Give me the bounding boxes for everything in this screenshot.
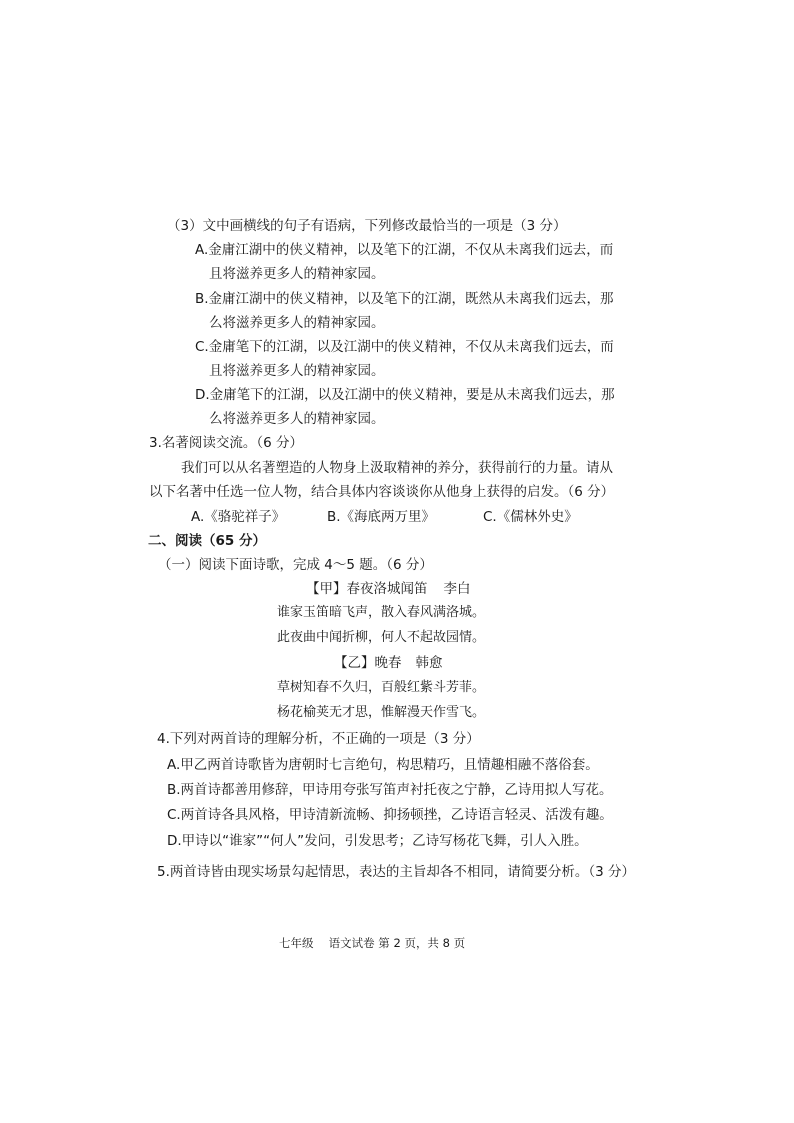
- q5-stem: 5.两首诗皆由现实场景勾起情思，表达的主旨却各不相同，请简要分析。（3 分）: [157, 864, 636, 880]
- q3-option-d-line2: 么将滋养更多人的精神家园。: [209, 411, 385, 427]
- poem-b-title-text: 【乙】晚春: [334, 655, 402, 671]
- poem-b-title: [334, 654, 443, 672]
- q3-option-c-line1: C.金庸笔下的江湖，以及江湖中的侠义精神，不仅从未离我们远去，而: [195, 339, 614, 355]
- q4-option-b: B.两首诗都善用修辞，甲诗用夸张写笛声衬托夜之宁静，乙诗用拟人写花。: [167, 782, 613, 798]
- book-option-c: C.《儒林外史》: [483, 509, 578, 525]
- q3-option-c-line2: 且将滋养更多人的精神家园。: [209, 363, 385, 379]
- book-option-a: A.《骆驼祥子》: [191, 509, 286, 525]
- q3-option-a-line2: 且将滋养更多人的精神家园。: [209, 266, 385, 282]
- poem-b-line2: 杨花榆荚无才思，惟解漫天作雪飞。: [277, 705, 486, 720]
- q3-stem: （3）文中画横线的句子有语病，下列修改最恰当的一项是（3 分）: [167, 218, 567, 234]
- q4-stem: 4.下列对两首诗的理解分析，不正确的一项是（3 分）: [157, 731, 480, 747]
- poem-a-title: [306, 580, 471, 598]
- q4-option-a: A.甲乙两首诗歌皆为唐朝时七言绝句，构思精巧，且情趣相融不落俗套。: [167, 757, 599, 773]
- q3-option-a-line1: A.金庸江湖中的侠义精神，以及笔下的江湖，不仅从未离我们远去，而: [195, 242, 614, 258]
- mingzhu-para-line2: 以下名著中任选一位人物，结合具体内容谈谈你从他身上获得的启发。（6 分）: [149, 484, 615, 500]
- section2-part1-intro: （一）阅读下面诗歌，完成 4～5 题。（6 分）: [158, 557, 433, 573]
- section2-title: 二、阅读（65 分）: [148, 533, 266, 549]
- page-footer: 七年级 语文试卷 第 2 页，共 8 页: [279, 936, 466, 950]
- q3-option-b-line2: 么将滋养更多人的精神家园。: [209, 315, 385, 331]
- poem-b-line1: 草树知春不久归，百般红紫斗芳菲。: [277, 680, 486, 695]
- q3-option-b-line1: B.金庸江湖中的侠义精神，以及笔下的江湖，既然从未离我们远去，那: [195, 291, 614, 307]
- q3-option-d-line1: D.金庸笔下的江湖，以及江湖中的侠义精神，要是从未离我们远去，那: [195, 387, 615, 403]
- mingzhu-stem: 3.名著阅读交流。（6 分）: [149, 435, 304, 451]
- poem-a-line2: 此夜曲中闻折柳，何人不起故园情。: [277, 630, 486, 645]
- poem-b-author: 韩愈: [415, 655, 443, 671]
- poem-a-author: 李白: [443, 581, 471, 597]
- q4-option-c: C.两首诗各具风格，甲诗清新流畅、抑扬顿挫，乙诗语言轻灵、活泼有趣。: [167, 807, 613, 823]
- poem-a-line1: 谁家玉笛暗飞声，散入春风满洛城。: [277, 605, 486, 620]
- poem-a-title-text: 【甲】春夜洛城闻笛: [306, 581, 428, 597]
- book-option-b: B.《海底两万里》: [327, 509, 436, 525]
- mingzhu-para-line1: 我们可以从名著塑造的人物身上汲取精神的养分，获得前行的力量。请从: [181, 460, 613, 476]
- q4-option-d: D.甲诗以“谁家”“何人”发问，引发思考；乙诗写杨花飞舞，引人入胜。: [167, 833, 588, 849]
